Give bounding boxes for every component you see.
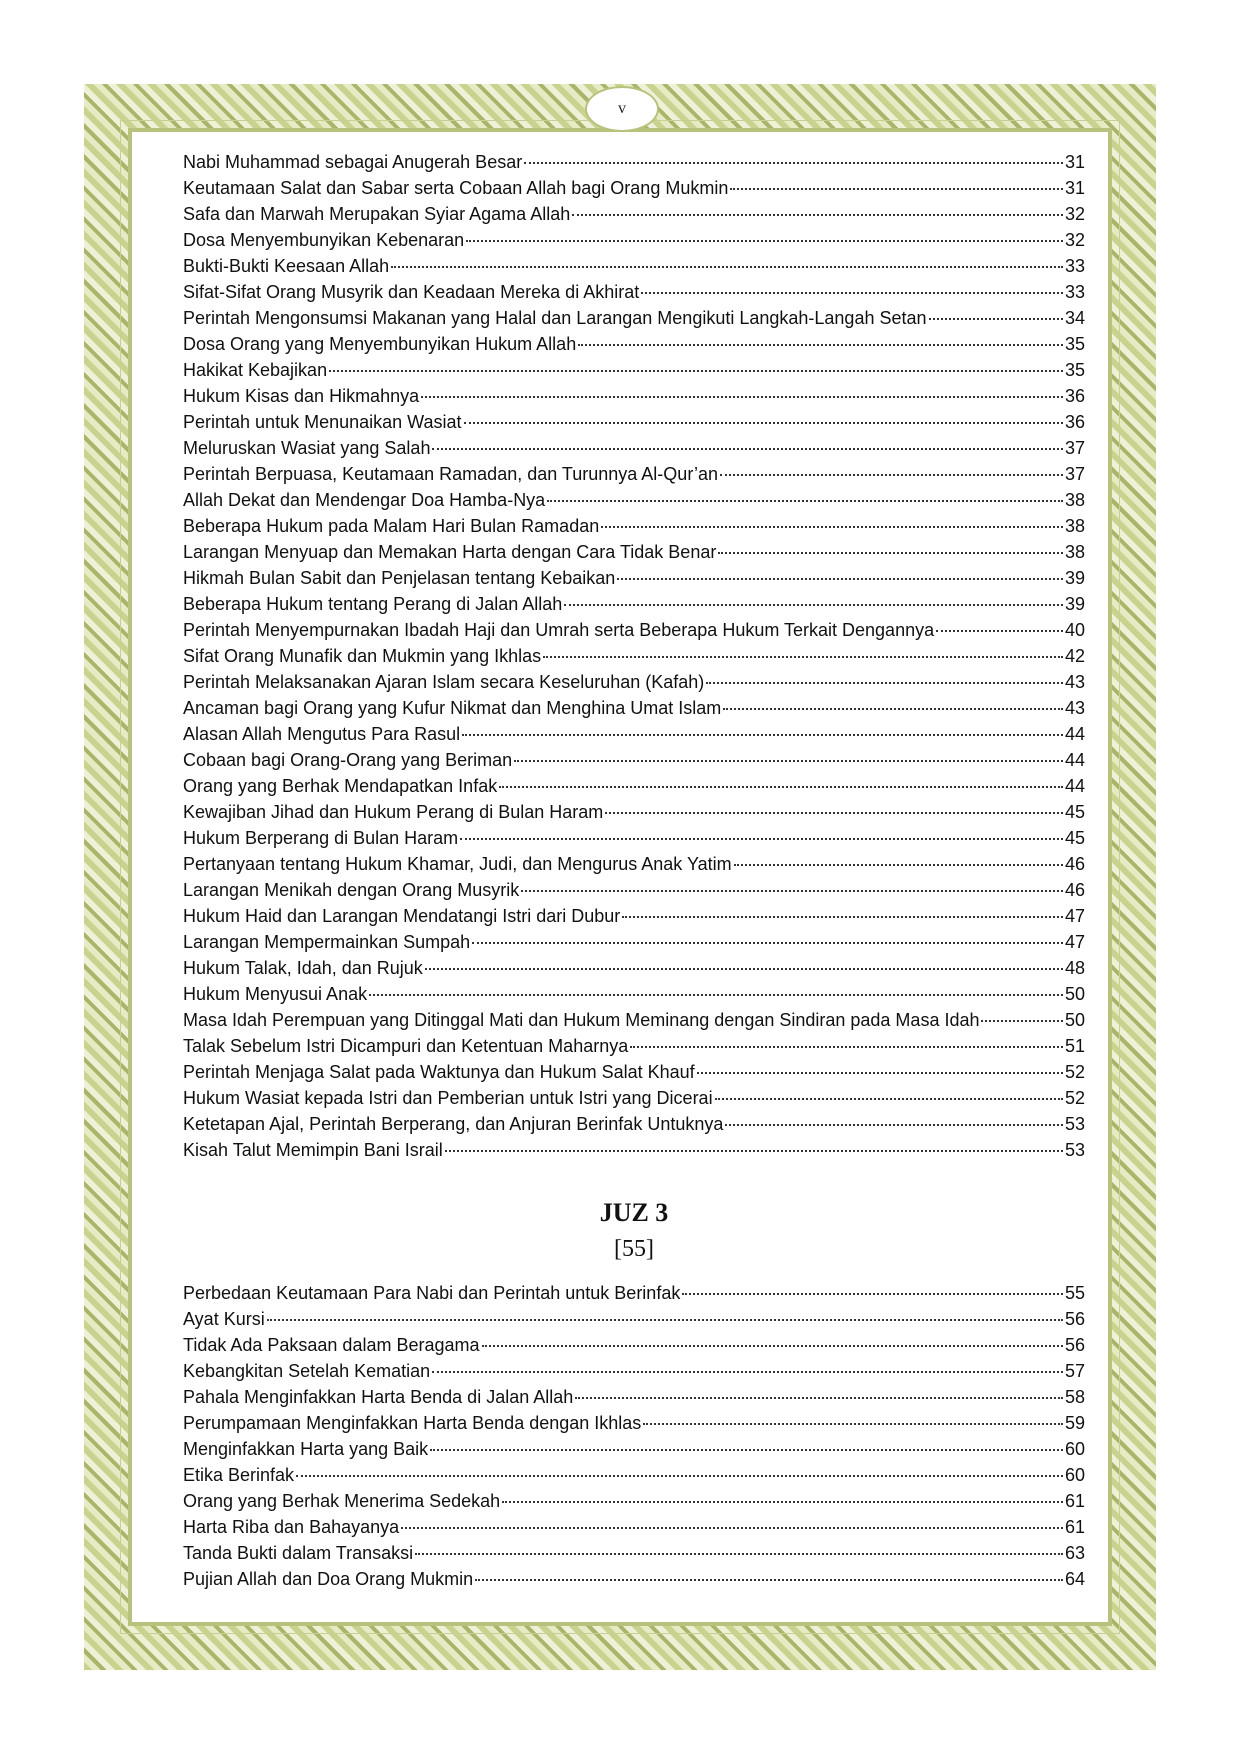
dot-leader (425, 968, 1063, 970)
toc-entry[interactable] (183, 279, 1085, 305)
toc-entry-title: Pujian Allah dan Doa Orang Mukmin (183, 1569, 474, 1589)
toc-entry[interactable] (183, 513, 1085, 539)
toc-entry[interactable] (183, 955, 1085, 981)
toc-entry-title: Pertanyaan tentang Hukum Khamar, Judi, dan Mengurus Anak Yatim (183, 854, 732, 874)
toc-entry[interactable] (183, 409, 1085, 435)
toc-entry[interactable] (183, 539, 1085, 565)
toc-entry-page: 35 (1064, 360, 1085, 380)
toc-entry-title: Orang yang Berhak Menerima Sedekah (183, 1491, 501, 1511)
toc-entry-page: 39 (1064, 594, 1085, 614)
toc-entry[interactable] (183, 747, 1085, 773)
toc-entry-page: 32 (1064, 204, 1085, 224)
dot-leader (605, 812, 1063, 814)
toc-entry-page: 53 (1064, 1114, 1085, 1134)
toc-entry-page: 46 (1064, 880, 1085, 900)
toc-entry-page: 42 (1064, 646, 1085, 666)
dot-leader (475, 1579, 1063, 1581)
toc-entry-title: Nabi Muhammad sebagai Anugerah Besar (183, 152, 523, 172)
toc-entry-page: 38 (1064, 542, 1085, 562)
toc-entry[interactable] (183, 773, 1085, 799)
toc-entry-page: 56 (1064, 1309, 1085, 1329)
toc-entry-title: Orang yang Berhak Mendapatkan Infak (183, 776, 498, 796)
dot-leader (720, 474, 1063, 476)
toc-entry[interactable] (183, 1280, 1085, 1306)
dot-leader (466, 240, 1063, 242)
toc-entry[interactable] (183, 1514, 1085, 1540)
dot-leader (936, 630, 1063, 632)
toc-entry[interactable] (183, 1436, 1085, 1462)
dot-leader (547, 500, 1063, 502)
toc-entry[interactable] (183, 149, 1085, 175)
toc-entry-page: 34 (1064, 308, 1085, 328)
dot-leader (464, 422, 1063, 424)
toc-entry-title: Ayat Kursi (183, 1309, 265, 1329)
toc-entry[interactable] (183, 1033, 1085, 1059)
toc-entry-title: Hukum Talak, Idah, dan Rujuk (183, 958, 423, 978)
dot-leader (929, 318, 1063, 320)
dot-leader (715, 1098, 1063, 1100)
toc-entry-title: Bukti-Bukti Keesaan Allah (183, 256, 390, 276)
toc-entry-title: Perintah untuk Menunaikan Wasiat (183, 412, 462, 432)
toc-entry-page: 38 (1064, 490, 1085, 510)
page-number: v (585, 86, 659, 132)
toc-entry-page: 45 (1064, 828, 1085, 848)
toc-entry-title: Perintah Menjaga Salat pada Waktunya dan Hukum Salat Khauf (183, 1062, 695, 1082)
toc-entry[interactable] (183, 1332, 1085, 1358)
dot-leader (401, 1527, 1063, 1529)
toc-entry-page: 56 (1064, 1335, 1085, 1355)
toc-entry[interactable] (183, 1059, 1085, 1085)
toc-entry-title: Perintah Mengonsumsi Makanan yang Halal dan Larangan Mengikuti Langkah-Langah Setan (183, 308, 927, 328)
toc-entry-title: Pahala Menginfakkan Harta Benda di Jalan Allah (183, 1387, 574, 1407)
dot-leader (369, 994, 1063, 996)
toc-entry[interactable] (183, 1462, 1085, 1488)
toc-entry-title: Harta Riba dan Bahayanya (183, 1517, 400, 1537)
toc-entry-title: Ketetapan Ajal, Perintah Berperang, dan Anjuran Berinfak Untuknya (183, 1114, 724, 1134)
toc-entry-page: 53 (1064, 1140, 1085, 1160)
dot-leader (601, 526, 1063, 528)
toc-entry[interactable] (183, 565, 1085, 591)
toc-entry-title: Kewajiban Jihad dan Hukum Perang di Bulan Haram (183, 802, 604, 822)
dot-leader (296, 1475, 1063, 1477)
toc-entry-title: Sifat-Sifat Orang Musyrik dan Keadaan Mereka di Akhirat (183, 282, 640, 302)
toc-entry-title: Safa dan Marwah Merupakan Syiar Agama Allah (183, 204, 571, 224)
toc-entry-title: Perintah Menyempurnakan Ibadah Haji dan Umrah serta Beberapa Hukum Terkait Dengannya (183, 620, 935, 640)
toc-entry[interactable] (183, 1540, 1085, 1566)
toc-section-juz2 (183, 149, 1085, 1163)
toc-entry[interactable] (183, 487, 1085, 513)
toc-entry-title: Talak Sebelum Istri Dicampuri dan Ketentuan Maharnya (183, 1036, 629, 1056)
toc-entry-page: 47 (1064, 932, 1085, 952)
dot-leader (734, 864, 1063, 866)
toc-entry-page: 45 (1064, 802, 1085, 822)
toc-entry[interactable] (183, 253, 1085, 279)
toc-entry-page: 61 (1064, 1517, 1085, 1537)
toc-entry-page: 36 (1064, 412, 1085, 432)
dot-leader (981, 1020, 1062, 1022)
toc-entry-page: 57 (1064, 1361, 1085, 1381)
toc-entry-title: Kebangkitan Setelah Kematian (183, 1361, 431, 1381)
dot-leader (730, 188, 1063, 190)
toc-entry[interactable] (183, 825, 1085, 851)
dot-leader (543, 656, 1063, 658)
toc-entry-title: Ancaman bagi Orang yang Kufur Nikmat dan Menghina Umat Islam (183, 698, 722, 718)
toc-entry[interactable] (183, 357, 1085, 383)
toc-entry-title: Kisah Talut Memimpin Bani Israil (183, 1140, 443, 1160)
toc-entry-page: 31 (1064, 178, 1085, 198)
toc-entry[interactable] (183, 383, 1085, 409)
toc-entry[interactable] (183, 929, 1085, 955)
toc-entry-page: 46 (1064, 854, 1085, 874)
toc-entry-title: Tidak Ada Paksaan dalam Beragama (183, 1335, 480, 1355)
toc-entry-page: 44 (1064, 724, 1085, 744)
toc-entry[interactable] (183, 877, 1085, 903)
dot-leader (682, 1293, 1063, 1295)
toc-entry[interactable] (183, 175, 1085, 201)
dot-leader (472, 942, 1063, 944)
toc-entry[interactable] (183, 1358, 1085, 1384)
dot-leader (432, 1371, 1063, 1373)
toc-entry-title: Allah Dekat dan Mendengar Doa Hamba-Nya (183, 490, 546, 510)
dot-leader (630, 1046, 1063, 1048)
toc-entry-page: 32 (1064, 230, 1085, 250)
toc-entry-title: Larangan Menyuap dan Memakan Harta dengan Cara Tidak Benar (183, 542, 717, 562)
toc-entry-page: 47 (1064, 906, 1085, 926)
dot-leader (572, 214, 1063, 216)
toc-entry-title: Sifat Orang Munafik dan Mukmin yang Ikhlas (183, 646, 542, 666)
toc-entry[interactable] (183, 851, 1085, 877)
toc-entry-title: Hukum Haid dan Larangan Mendatangi Istri dari Dubur (183, 906, 621, 926)
toc-entry[interactable] (183, 799, 1085, 825)
dot-leader (432, 448, 1063, 450)
dot-leader (564, 604, 1063, 606)
toc-entry-title: Menginfakkan Harta yang Baik (183, 1439, 429, 1459)
toc-entry[interactable] (183, 721, 1085, 747)
toc-entry-page: 44 (1064, 750, 1085, 770)
toc-entry-title: Perumpamaan Menginfakkan Harta Benda dengan Ikhlas (183, 1413, 642, 1433)
toc-entry-page: 52 (1064, 1088, 1085, 1108)
dot-leader (460, 838, 1063, 840)
toc-entry-title: Masa Idah Perempuan yang Ditinggal Mati dan Hukum Meminang dengan Sindiran pada Masa Idah (183, 1010, 980, 1030)
toc-entry-title: Etika Berinfak (183, 1465, 295, 1485)
toc-entry[interactable] (183, 1111, 1085, 1137)
toc-entry-page: 60 (1064, 1465, 1085, 1485)
toc-entry-page: 60 (1064, 1439, 1085, 1459)
toc-entry[interactable] (183, 1488, 1085, 1514)
toc-entry-title: Larangan Menikah dengan Orang Musyrik (183, 880, 520, 900)
toc-entry-title: Keutamaan Salat dan Sabar serta Cobaan Allah bagi Orang Mukmin (183, 178, 729, 198)
toc-entry-page: 64 (1064, 1569, 1085, 1589)
toc-entry-page: 40 (1064, 620, 1085, 640)
toc-entry-page: 43 (1064, 698, 1085, 718)
toc-entry[interactable] (183, 903, 1085, 929)
toc-entry-title: Perintah Melaksanakan Ajaran Islam secara Keseluruhan (Kafah) (183, 672, 705, 692)
toc-entry[interactable] (183, 201, 1085, 227)
toc-entry-title: Perintah Berpuasa, Keutamaan Ramadan, dan Turunnya Al-Qur’an (183, 464, 718, 484)
toc-entry-title: Hukum Kisas dan Hikmahnya (183, 386, 420, 406)
toc-entry[interactable] (183, 1085, 1085, 1111)
toc-entry-title: Hikmah Bulan Sabit dan Penjelasan tentang Kebaikan (183, 568, 616, 588)
dot-leader (643, 1423, 1063, 1425)
toc-entry-page: 33 (1064, 256, 1085, 276)
toc-entry-page: 58 (1064, 1387, 1085, 1407)
toc-entry-title: Beberapa Hukum tentang Perang di Jalan Allah (183, 594, 563, 614)
toc-entry[interactable] (183, 1410, 1085, 1436)
dot-leader (514, 760, 1063, 762)
dot-leader (524, 162, 1063, 164)
toc-entry-title: Cobaan bagi Orang-Orang yang Beriman (183, 750, 513, 770)
toc-entry-page: 35 (1064, 334, 1085, 354)
toc-entry-page: 50 (1064, 1010, 1085, 1030)
juz-heading: JUZ 3 (599, 1198, 669, 1227)
dot-leader (723, 708, 1063, 710)
toc-entry-page: 33 (1064, 282, 1085, 302)
toc-entry[interactable] (183, 669, 1085, 695)
toc-entry[interactable] (183, 1007, 1085, 1033)
toc-entry[interactable] (183, 331, 1085, 357)
dot-leader (329, 370, 1063, 372)
toc-entry-page: 31 (1064, 152, 1085, 172)
toc-entry-page: 39 (1064, 568, 1085, 588)
toc-entry-title: Tanda Bukti dalam Transaksi (183, 1543, 414, 1563)
dot-leader (617, 578, 1063, 580)
toc-entry-page: 51 (1064, 1036, 1085, 1056)
toc-entry[interactable] (183, 461, 1085, 487)
toc-entry-page: 59 (1064, 1413, 1085, 1433)
toc-entry[interactable] (183, 1566, 1085, 1592)
toc-entry-title: Larangan Mempermainkan Sumpah (183, 932, 471, 952)
toc-entry-title: Alasan Allah Mengutus Para Rasul (183, 724, 461, 744)
dot-leader (578, 344, 1063, 346)
toc-entry-page: 48 (1064, 958, 1085, 978)
toc-entry-page: 37 (1064, 464, 1085, 484)
toc-entry[interactable] (183, 981, 1085, 1007)
toc-entry[interactable] (183, 695, 1085, 721)
toc-entry-page: 55 (1064, 1283, 1085, 1303)
toc-entry-page: 44 (1064, 776, 1085, 796)
toc-section-juz3 (183, 1280, 1085, 1592)
toc-entry[interactable] (183, 435, 1085, 461)
toc-entry[interactable] (183, 1384, 1085, 1410)
dot-leader (502, 1501, 1063, 1503)
dot-leader (267, 1319, 1063, 1321)
toc-entry-page: 52 (1064, 1062, 1085, 1082)
toc-entry-title: Dosa Orang yang Menyembunyikan Hukum Allah (183, 334, 577, 354)
dot-leader (575, 1397, 1063, 1399)
toc-entry[interactable] (183, 305, 1085, 331)
toc-entry-title: Meluruskan Wasiat yang Salah (183, 438, 431, 458)
dot-leader (421, 396, 1063, 398)
toc-entry[interactable] (183, 617, 1085, 643)
dot-leader (706, 682, 1063, 684)
toc-entry-title: Dosa Menyembunyikan Kebenaran (183, 230, 465, 250)
toc-entry-page: 36 (1064, 386, 1085, 406)
toc-entry-page: 61 (1064, 1491, 1085, 1511)
toc-entry-title: Hukum Menyusui Anak (183, 984, 368, 1004)
dot-leader (622, 916, 1063, 918)
toc-entry[interactable] (183, 591, 1085, 617)
toc-entry[interactable] (183, 643, 1085, 669)
toc-entry[interactable] (183, 227, 1085, 253)
dot-leader (718, 552, 1063, 554)
dot-leader (697, 1072, 1063, 1074)
toc-entry-page: 63 (1064, 1543, 1085, 1563)
dot-leader (445, 1150, 1063, 1152)
toc-entry[interactable] (183, 1306, 1085, 1332)
dot-leader (430, 1449, 1063, 1451)
dot-leader (725, 1124, 1063, 1126)
toc-entry-title: Hukum Berperang di Bulan Haram (183, 828, 459, 848)
toc-entry-title: Hakikat Kebajikan (183, 360, 328, 380)
toc-entry-page: 43 (1064, 672, 1085, 692)
toc-entry-title: Beberapa Hukum pada Malam Hari Bulan Ramadan (183, 516, 600, 536)
dot-leader (521, 890, 1063, 892)
dot-leader (415, 1553, 1063, 1555)
toc-entry-page: 37 (1064, 438, 1085, 458)
toc-entry-title: Hukum Wasiat kepada Istri dan Pemberian untuk Istri yang Dicerai (183, 1088, 713, 1108)
toc-entry-title: Perbedaan Keutamaan Para Nabi dan Perintah untuk Berinfak (183, 1283, 681, 1303)
dot-leader (482, 1345, 1063, 1347)
dot-leader (462, 734, 1063, 736)
dot-leader (641, 292, 1063, 294)
toc-entry[interactable] (183, 1137, 1085, 1163)
juz-start-page: [55] (614, 1236, 654, 1262)
toc-entry-page: 38 (1064, 516, 1085, 536)
toc-entry-page: 50 (1064, 984, 1085, 1004)
dot-leader (391, 266, 1063, 268)
dot-leader (499, 786, 1063, 788)
